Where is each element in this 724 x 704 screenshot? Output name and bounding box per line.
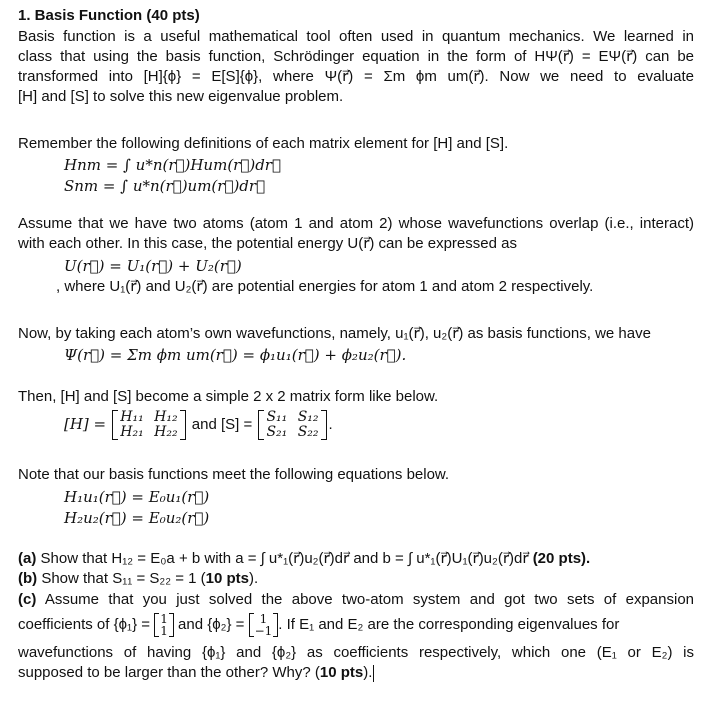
question-c-line-1 — [18, 590, 694, 610]
question-c-points: 10 pts — [319, 664, 364, 681]
phi1-vector — [154, 613, 174, 637]
question-c-text-2a: coefficients of {ϕ₁} = — [18, 616, 151, 633]
phi2-entry-1: 1 — [259, 612, 268, 627]
question-b-end: ). — [249, 570, 259, 587]
basis-equation-2: H₂u₂(r⃗) = E₀u₂(r⃗) — [64, 509, 210, 527]
question-a-label: (a) — [18, 550, 37, 567]
question-a — [18, 549, 590, 569]
assume-line-2: with each other. In this case, the potential energy U(r⃗) can be expressed as — [18, 235, 517, 252]
h-matrix-label: [H] = — [64, 415, 107, 433]
intro-line-1: Basis function is a useful mathematical tool often used in quantum mechanics. We learned in — [18, 28, 694, 45]
question-b-text: Show that S₁₁ = S₂₂ = 1 ( — [37, 570, 206, 587]
question-b-points: 10 pts — [205, 570, 250, 587]
phi2-vector — [249, 613, 279, 637]
basis-line: Now, by taking each atom’s own wavefunctions, namely, u₁(r⃗), u₂(r⃗) as basis functions, we have — [18, 325, 651, 342]
question-c-line-2 — [18, 610, 619, 640]
phi1-entry-2: 1 — [160, 624, 168, 639]
question-b-label: (b) — [18, 570, 38, 587]
intro-line-2: class that using the basis function, Schrödinger equation in the form of HΨ(r⃗) = EΨ(r⃗) can be — [18, 48, 694, 65]
question-a-points: (20 pts). — [532, 550, 591, 567]
question-c-text-1: Assume that you just solved the above two-atom system and got two sets of expansion — [36, 591, 694, 608]
s-matrix-row-2: S₂₁ S₂₂ — [266, 424, 319, 441]
psi-expansion-equation: Ψ(r⃗) = Σm ϕm um(r⃗) = ϕ₁u₁(r⃗) + ϕ₂u₂(r⃗). — [64, 346, 407, 364]
h-matrix-row-1: H₁₁ H₁₂ — [120, 409, 178, 426]
h-matrix-row-2: H₂₁ H₂₂ — [120, 424, 178, 441]
potential-where-line: , where U₁(r⃗) and U₂(r⃗) are potential energies for atom 1 and atom 2 respectively. — [56, 278, 594, 295]
h-matrix — [112, 410, 185, 440]
remember-line: Remember the following definitions of each matrix element for [H] and [S]. — [18, 135, 509, 152]
basis-equation-1: H₁u₁(r⃗) = E₀u₁(r⃗) — [64, 488, 210, 506]
intro-line-4: [H] and [S] to solve this new eigenvalue problem. — [18, 88, 344, 105]
text-cursor[interactable] — [373, 665, 374, 682]
s-matrix-row-1: S₁₁ S₁₂ — [266, 409, 319, 426]
s-matrix-label: and [S] = — [191, 416, 253, 433]
assume-line-1: Assume that we have two atoms (atom 1 and atom 2) whose wavefunctions overlap (i.e., interact) — [18, 215, 694, 232]
h-element-definition: Hnm = ∫ u*n(r⃗)Hum(r⃗)dr⃗ — [64, 156, 281, 174]
matrix-equation — [64, 408, 333, 441]
s-element-definition: Snm = ∫ u*n(r⃗)um(r⃗)dr⃗ — [64, 177, 266, 195]
phi1-entry-1: 1 — [160, 612, 168, 627]
question-a-text: Show that H₁₂ = E₀a + b with a = ∫ u*₁(r⃗)u₂(r⃗)dr⃗ and b = ∫ u*₁(r⃗)U₁(r⃗)u₂(r⃗)dr⃗ — [36, 550, 533, 567]
phi2-entry-2: −1 — [254, 624, 273, 639]
question-c-line-3: wavefunctions of having {ϕ₁} and {ϕ₂} as coefficients respectively, which one (E₁ or E₂) is — [18, 644, 694, 661]
question-b — [18, 569, 258, 589]
then-line: Then, [H] and [S] become a simple 2 x 2 matrix form like below. — [18, 388, 439, 405]
note-line: Note that our basis functions meet the following equations below. — [18, 466, 450, 483]
s-matrix — [258, 410, 326, 440]
question-c-line-4 — [18, 663, 374, 683]
matrix-period: . — [328, 416, 333, 433]
question-c-label: (c) — [18, 591, 37, 608]
question-c-text-2c: . If E₁ and E₂ are the corresponding eigenvalues for — [278, 616, 620, 633]
problem-title: 1. Basis Function (40 pts) — [18, 7, 200, 24]
question-c-text-4a: supposed to be larger than the other? Why? ( — [18, 664, 320, 681]
question-c-text-4b: ). — [363, 664, 373, 681]
question-c-text-2b: and {ϕ₂} = — [178, 616, 245, 633]
potential-equation: U(r⃗) = U₁(r⃗) + U₂(r⃗) — [64, 257, 242, 275]
intro-line-3: transformed into [H]{ϕ} = E[S]{ϕ}, where Ψ(r⃗) = Σm ϕm um(r⃗). Now we need to evaluate — [18, 68, 694, 85]
